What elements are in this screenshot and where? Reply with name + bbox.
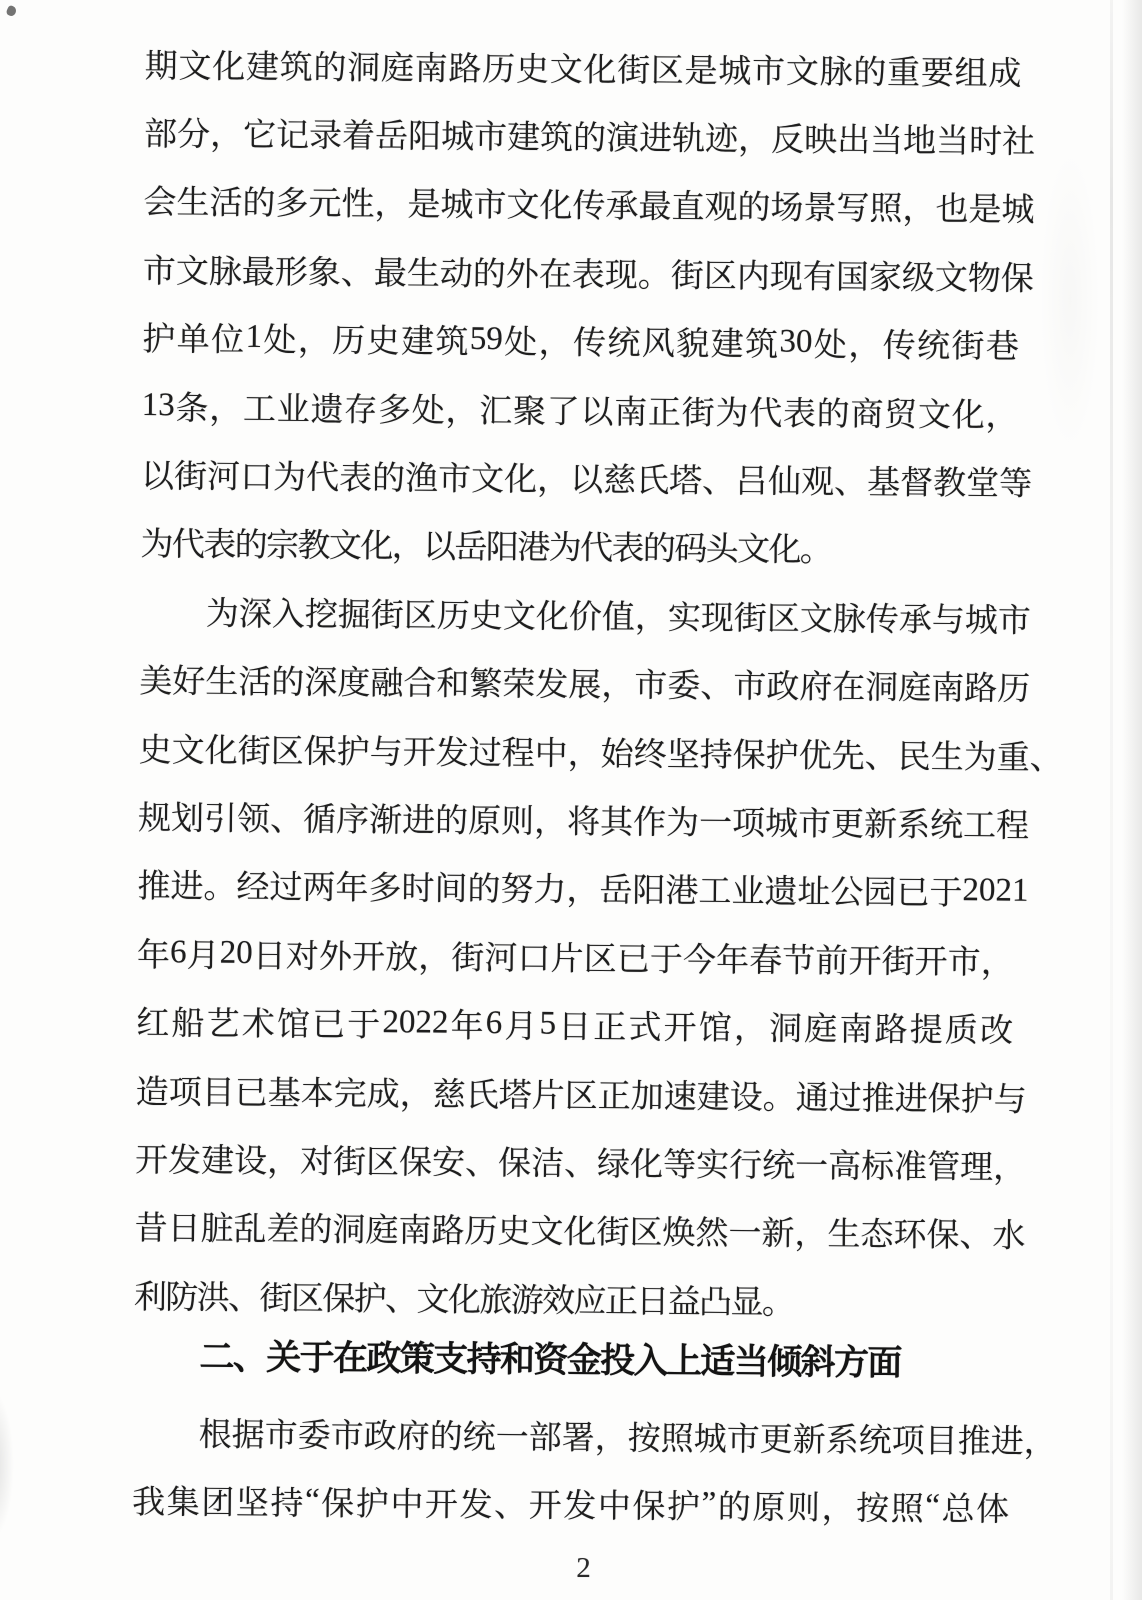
- text-line: 利防洪、街区保护、文化旅游效应正日益凸显。: [133, 1279, 794, 1322]
- text-line: 护 单 位 1 处 ， 历 史 建 筑 59 处 ， 传 统 风 貌 建 筑 30 处 ， 传 统 街 巷: [142, 319, 1020, 366]
- section-heading: 二、关于在政策支持和资金投入上适当倾斜方面: [199, 1337, 901, 1383]
- text-line: 会 生 活 的 多 元 性 ， 是 城 市 文 化 传 承 最 直 观 的 场 景 写 照 ， 也 是 城: [143, 185, 1035, 230]
- page-number: 2: [576, 1552, 591, 1584]
- text-layer: [131, 29, 1063, 1541]
- scan-smudge-artifact: [1040, 150, 1100, 450]
- text-line: 以 街 河 口 为 代 表 的 渔 市 文 化 ， 以 慈 氏 塔 、 吕 仙 观 、 基 督 教 堂 等: [140, 459, 1033, 503]
- text-line: 开 发 建 设 ， 对 街 区 保 安 、 保 洁 、 绿 化 等 实 行 统 一 高 标 准 管 理 ，: [134, 1142, 1027, 1187]
- text-line: 13 条 ， 工 业 遗 存 多 处 ， 汇 聚 了 以 南 正 街 为 代 表 的 商 贸 文 化 ，: [141, 386, 1019, 435]
- text-line: 我 集 团 坚 持 “ 保 护 中 开 发 、 开 发 中 保 护 ” 的 原 则 ， 按 照 “ 总 体: [131, 1482, 1010, 1529]
- text-line: 红 船 艺 术 馆 已 于 2022 年 6 月 5 日 正 式 开 馆 ， 洞 庭 南 路 提 质 改: [136, 1004, 1014, 1050]
- text-line: 造 项 目 已 基 本 完 成 ， 慈 氏 塔 片 区 正 加 速 建 设 。 通 过 推 进 保 护 与: [135, 1074, 1027, 1119]
- text-line: 市 文 脉 最 形 象 、 最 生 动 的 外 在 表 现 。 街 区 内 现 有 国 家 级 文 物 保: [142, 253, 1035, 298]
- scan-streak-artifact: [1110, 0, 1113, 1600]
- text-line: 昔 日 脏 乱 差 的 洞 庭 南 路 历 史 文 化 街 区 焕 然 一 新 ， 生 态 环 保 、 水: [134, 1211, 1026, 1256]
- text-line: 为 深 入 挖 掘 街 区 历 史 文 化 价 值 ， 实 现 街 区 文 脉 传 承 与 城 市: [205, 596, 1032, 640]
- text-line: 推 进 。 经 过 两 年 多 时 间 的 努 力 ， 岳 阳 港 工 业 遗 址 公 园 已 于 2021: [137, 869, 1029, 913]
- text-line: 根 据 市 委 市 政 府 的 统 一 部 署 ， 按 照 城 市 更 新 系 统 项 目 推 进 ，: [198, 1417, 1057, 1461]
- text-line: 为代表的宗教文化，以岳阳港为代表的码头文化。: [140, 527, 832, 570]
- text-line: 美 好 生 活 的 深 度 融 合 和 繁 荣 发 展 ， 市 委 、 市 政 府 在 洞 庭 南 路 历: [139, 664, 1031, 708]
- text-line: 规 划 引 领 、 循 序 渐 进 的 原 则 ， 将 其 作 为 一 项 城 市 更 新 系 统 工 程: [137, 800, 1030, 845]
- text-line: 部 分 ， 它 记 录 着 岳 阳 城 市 建 筑 的 演 进 轨 迹 ， 反 映 出 当 地 当 时 社: [143, 117, 1036, 161]
- scan-edge-shadow: [1122, 0, 1142, 1600]
- scan-speck-artifact: [5, 5, 17, 18]
- text-line: 史 文 化 街 区 保 护 与 开 发 过 程 中 ， 始 终 坚 持 保 护 优 先 、 民 生 为 重 、: [138, 732, 1063, 777]
- scan-smudge-artifact: [0, 1390, 14, 1540]
- text-line: 年 6 月 20 日 对 外 开 放 ， 街 河 口 片 区 已 于 今 年 春 节 前 开 街 开 市 ，: [136, 934, 1014, 982]
- text-line: 期 文 化 建 筑 的 洞 庭 南 路 历 史 文 化 街 区 是 城 市 文 脉 的 重 要 组 成: [144, 48, 1022, 93]
